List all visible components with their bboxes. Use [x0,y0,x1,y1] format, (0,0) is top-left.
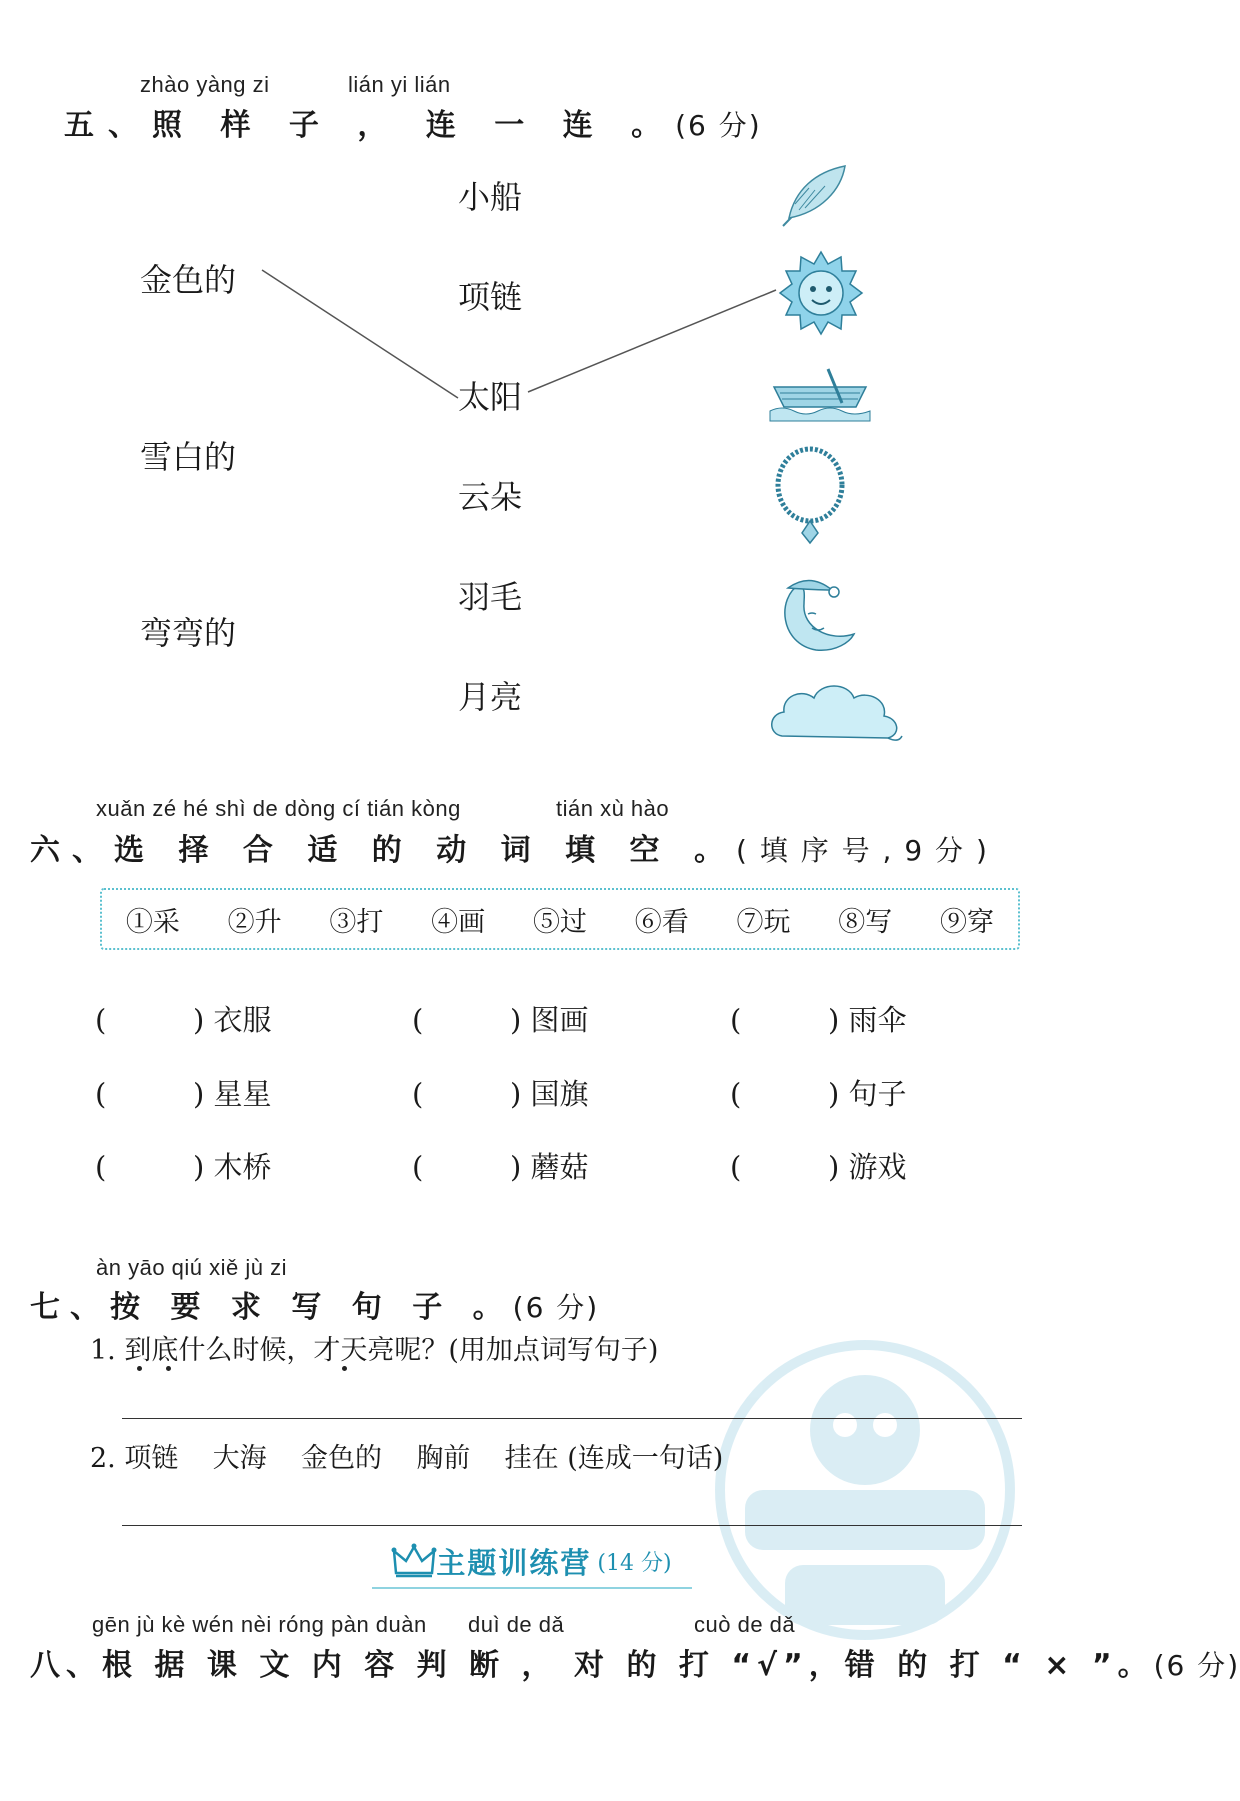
adjective-2: 雪白的 [140,438,237,476]
verb-option-4: ④画 [431,906,486,938]
blank-word: 木桥 [213,1150,272,1184]
section8-title-text: 八、根 据 课 文 内 容 判 断 ， 对 的 打 “√”，错 的 打 “ × ”。 [30,1648,1154,1683]
boat-icon [770,365,870,427]
verb-options-box [100,888,1020,950]
verb-option-9: ⑨穿 [940,906,994,938]
verb-option-6: ⑥看 [634,906,689,938]
emphasis-dot-2 [166,1366,171,1371]
blank-word: 衣服 [213,1003,272,1037]
section5-pinyin-2: lián yi lián [348,72,451,97]
verb-option-1: ①采 [125,906,180,938]
adjective-1: 金色的 [140,261,237,299]
section5-pinyin-1: zhào yàng zi [140,72,270,97]
blank-row-1-col-2[interactable]: ( ) 图画 [412,1003,589,1037]
section6-title [30,825,989,869]
blank-word: 国旗 [530,1077,589,1111]
section6-pinyin-1: xuǎn zé hé shì de dòng cí tián kòng [96,796,461,821]
crown-icon [392,1543,436,1579]
banner-score: (14 分) [597,1550,672,1576]
section7-title [30,1282,599,1326]
noun-4: 云朵 [458,478,523,516]
section6-note: ( 填 序 号 , 9 分 ) [736,834,989,867]
section7-pinyin: àn yāo qiú xiě jù zi [96,1255,287,1280]
section8-pinyin-3: cuò de dǎ [694,1612,796,1637]
blank-row-3-col-3[interactable]: ( ) 游戏 [730,1150,907,1184]
blank-row-2-col-3[interactable]: ( ) 句子 [730,1077,907,1111]
blank-row-2-col-1[interactable]: ( ) 星星 [95,1077,272,1111]
line-golden-to-sun-word [262,270,458,398]
verb-option-5: ⑤过 [532,906,587,938]
blank-row-2-col-2[interactable]: ( ) 国旗 [412,1077,589,1111]
section8-pinyin-2: duì de dǎ [468,1612,565,1637]
section6-pinyin-2: tián xù hào [556,796,670,821]
blank-word: 雨伞 [848,1003,907,1037]
blank-word: 星星 [213,1077,272,1111]
blank-row-1-col-3[interactable]: ( ) 雨伞 [730,1003,907,1037]
noun-5: 羽毛 [458,578,523,616]
verb-option-7: ⑦玩 [736,906,791,938]
section7-score: (6 分) [512,1291,600,1324]
blank-word: 图画 [530,1003,589,1037]
noun-1: 小船 [458,178,523,216]
emphasis-dot-1 [137,1366,142,1371]
answer-line-2[interactable] [122,1525,1022,1526]
adjective-3: 弯弯的 [140,614,237,652]
section8-score: (6 分) [1153,1649,1240,1682]
blank-word: 游戏 [848,1150,907,1184]
blank-row-3-col-1[interactable]: ( ) 木桥 [95,1150,272,1184]
necklace-icon [772,445,848,545]
verb-option-3: ③打 [329,906,384,938]
moon-icon [770,568,860,658]
section8-title [30,1640,1240,1684]
section5-title-text: 五、照 样 子 ， 连 一 连 。 [64,108,676,143]
banner-title: 主题训练营 [436,1545,592,1580]
section6-title-text: 六、选 择 合 适 的 动 词 填 空 。 [30,833,736,868]
answer-line-1[interactable] [122,1418,1022,1419]
sun-icon [778,250,864,336]
theme-training-banner [372,1535,692,1589]
blank-word: 句子 [848,1077,907,1111]
line-sun-word-to-sun-picture [528,290,776,392]
watermark-logo [715,1320,1015,1650]
question-1: 1. 到底什么时候，才天亮呢？(用加点词写句子) [90,1335,659,1366]
section5-score: (6 分) [675,109,762,142]
example-connection-lines [0,0,1080,800]
noun-6: 月亮 [458,678,523,716]
question-2: 2. 项链 大海 金色的 胸前 挂在 (连成一句话) [90,1443,724,1474]
blank-row-3-col-2[interactable]: ( ) 蘑菇 [412,1150,589,1184]
noun-2: 项链 [458,278,523,316]
verb-option-2: ②升 [227,906,282,938]
blank-word: 蘑菇 [530,1150,589,1184]
noun-3: 太阳 [458,378,523,416]
blank-row-1-col-1[interactable]: ( ) 衣服 [95,1003,272,1037]
section7-title-text: 七、按 要 求 写 句 子 。 [30,1290,513,1325]
verb-option-8: ⑧写 [838,906,893,938]
feather-icon [775,160,855,232]
cloud-icon [768,676,904,748]
section8-pinyin-1: gēn jù kè wén nèi róng pàn duàn [92,1612,427,1637]
emphasis-dot-3 [342,1366,347,1371]
